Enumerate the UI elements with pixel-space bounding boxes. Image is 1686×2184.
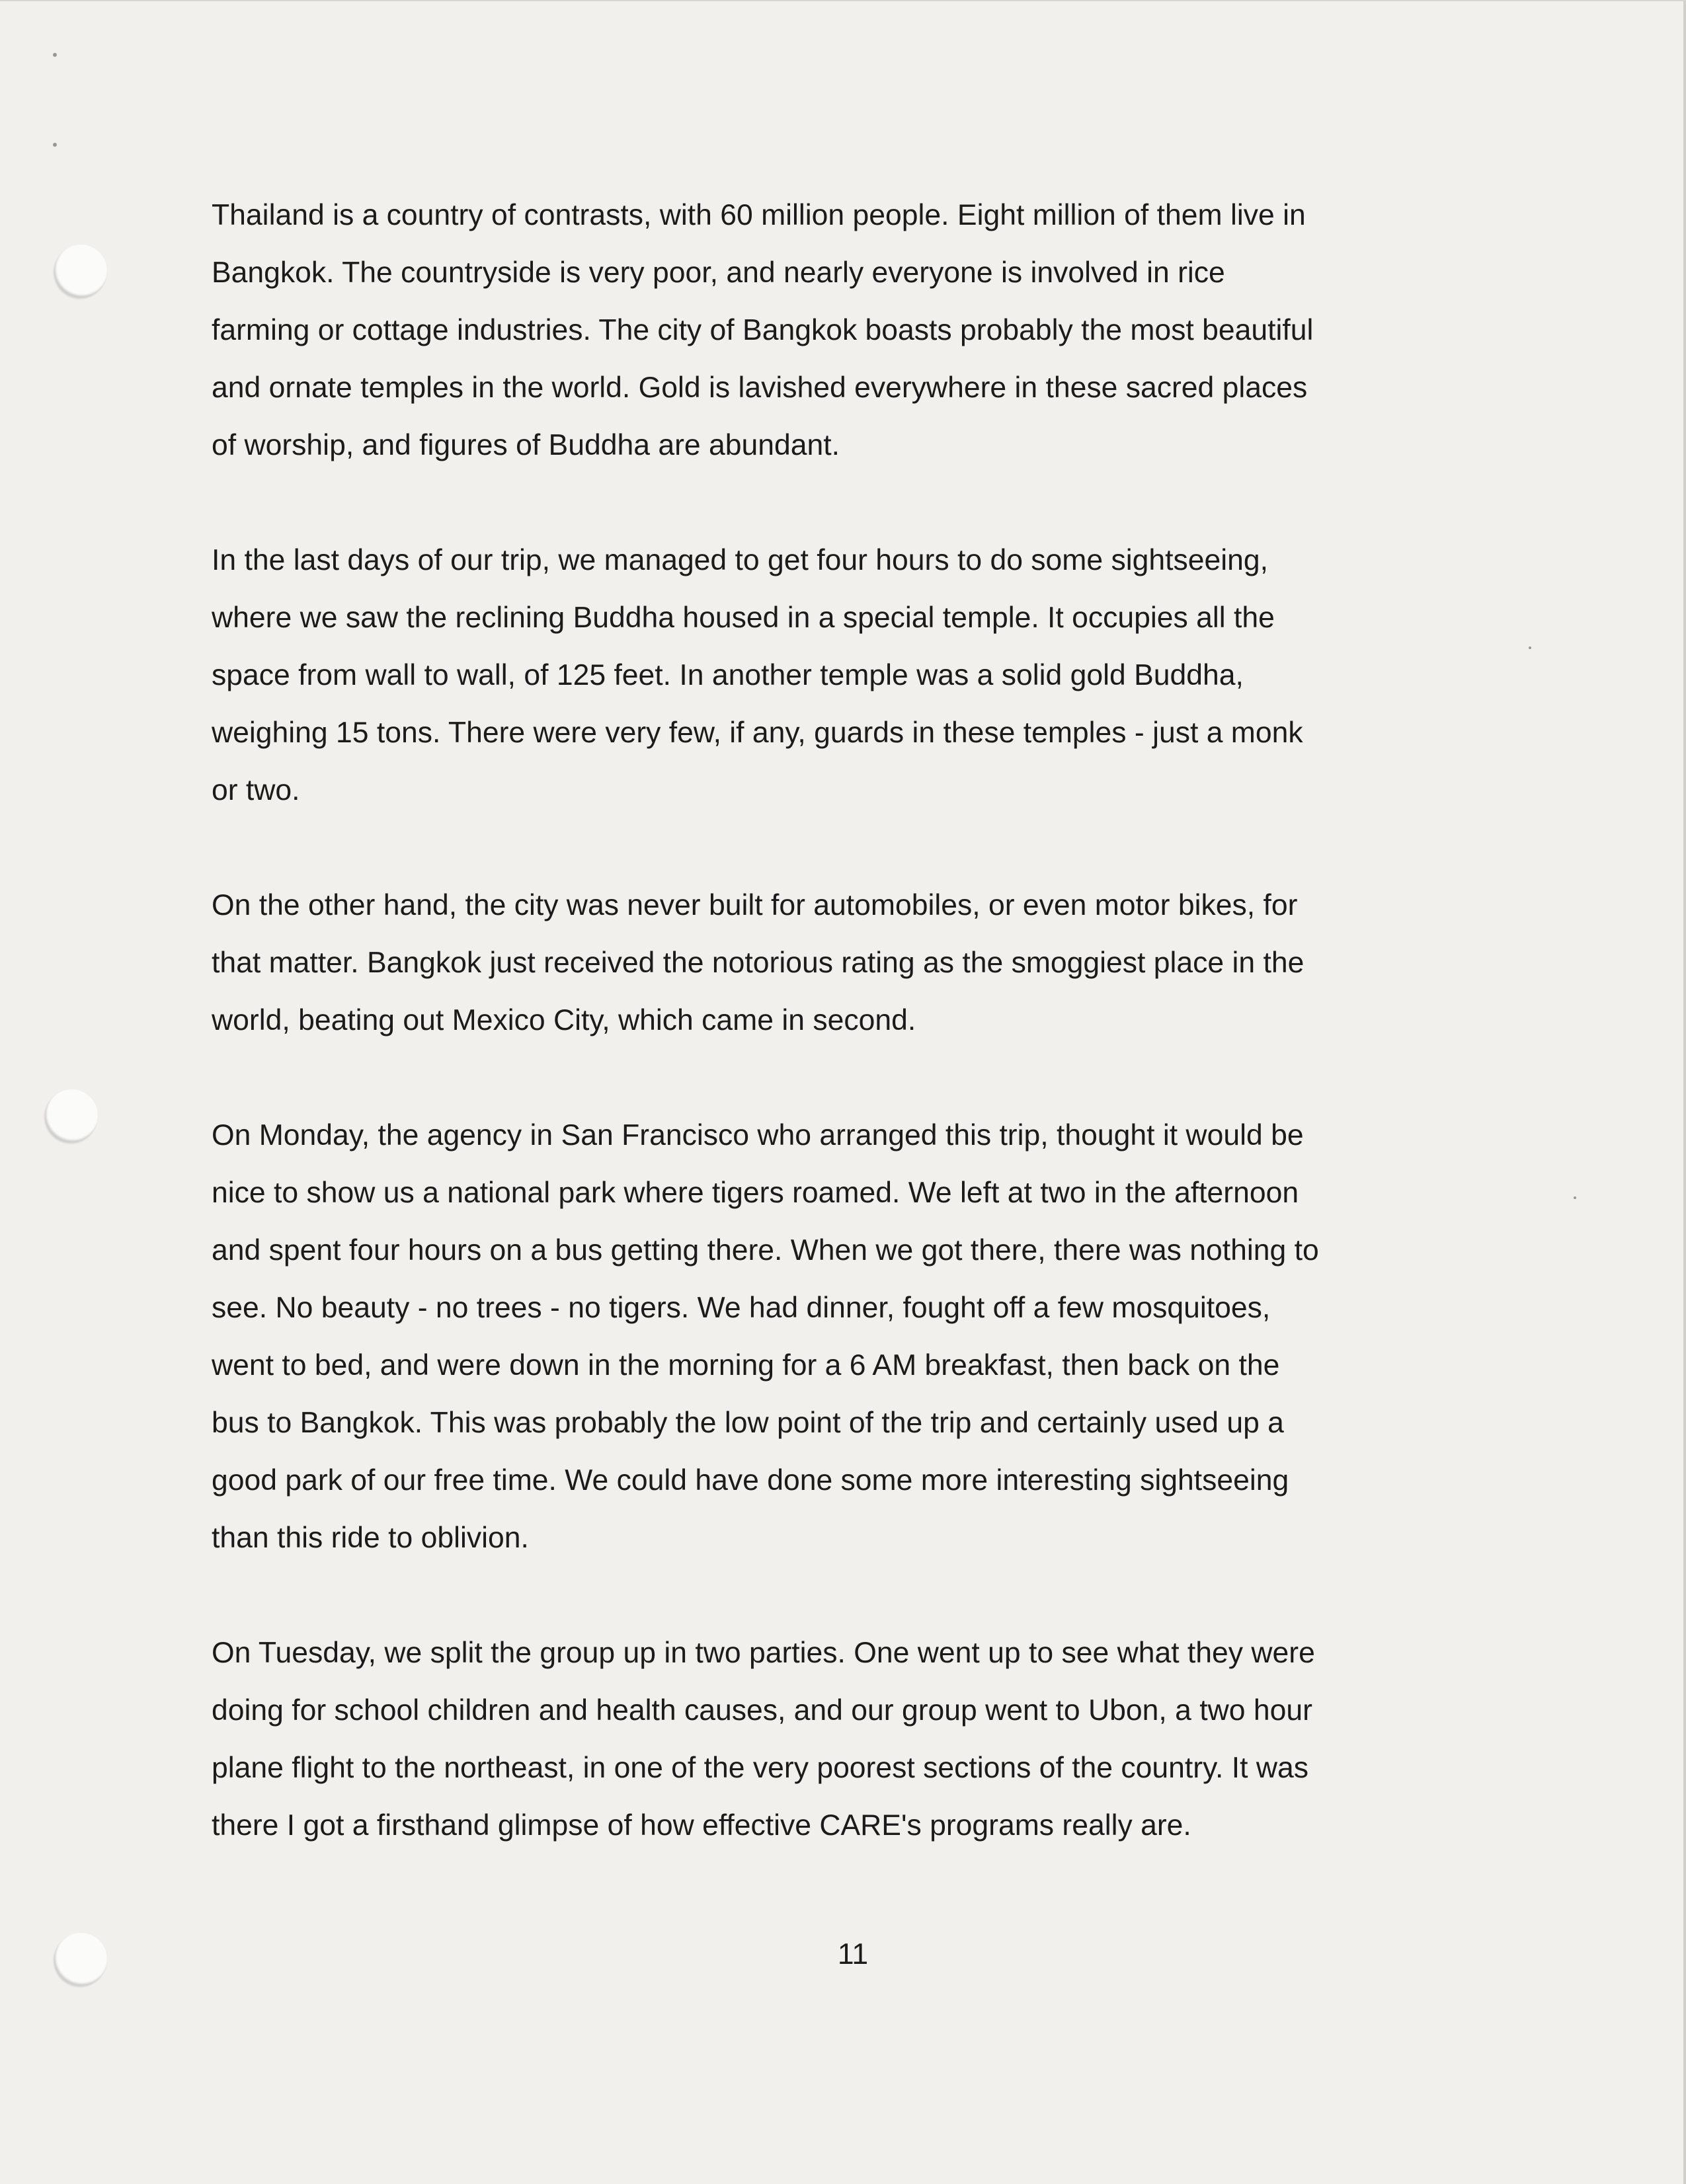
body-text — [212, 186, 1507, 1912]
page-number: 11 — [837, 1938, 869, 1970]
paper-speck — [53, 143, 57, 147]
paper-speck — [53, 53, 57, 57]
paragraph-traffic: On the other hand, the city was never built for automobiles, or even motor bikes, for that matter. Bangkok just received the notorious rating as the smoggiest place in the world, beating out Mexico City, which came in second. — [212, 889, 1305, 1036]
punch-hole — [54, 245, 107, 297]
paper-speck — [1529, 646, 1531, 649]
paragraph-tuesday: On Tuesday, we split the group up in two parties. One went up to see what they were doing for school children and health causes, and our group went to Ubon, a two hour plane flight to the northeast, in one of the very poorest sections of the country. It was there I got a firsthand glimpse of how effective CARE's programs really are. — [212, 1637, 1315, 1842]
punch-hole — [45, 1089, 98, 1142]
punch-hole — [54, 1933, 107, 1986]
paragraph-thailand: Thailand is a country of contrasts, with 60 million people. Eight million of them live in Bangkok. The countryside is very poor, and nearly everyone is involved in rice farming or cottage industries. The city of Bangkok boasts probably the most beautiful and ornate temples in the world. Gold is lavished everywhere in these sacred places of worship, and figures of Buddha are abundant. — [212, 199, 1314, 461]
paragraph-sightseeing: In the last days of our trip, we managed to get four hours to do some sightseeing, where we saw the reclining Buddha housed in a special temple. It occupies all the space from wall to wall, of 125 feet. In another temple was a solid gold Buddha, weighing 15 tons. There were very few, if any, guards in these temples - just a monk or two. — [212, 544, 1303, 806]
paper-speck — [1574, 1196, 1576, 1199]
paragraph-monday: On Monday, the agency in San Francisco who arranged this trip, thought it would be nice to show us a national park where tigers roamed. We left at two in the afternoon and spent four hours on a bus getting there. When we got there, there was nothing to see. No beauty - no trees - no tigers. We had dinner, fought off a few mosquitoes, went to bed, and were down in the morning for a 6 AM breakfast, then back on the bus to Bangkok. This was probably the low point of the trip and certainly used up a good park of our free time. We could have done some more interesting sightseeing than this ride to oblivion. — [212, 1119, 1319, 1554]
